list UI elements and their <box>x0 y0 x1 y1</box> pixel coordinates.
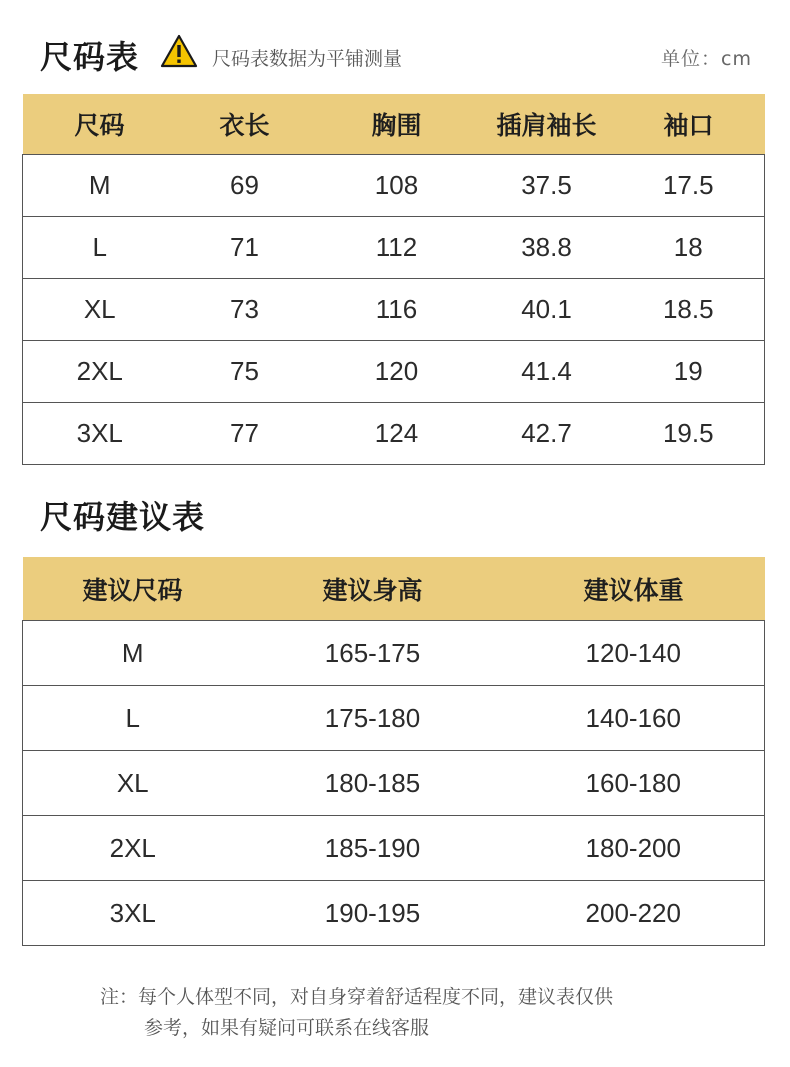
table-cell: XL <box>23 751 243 816</box>
table-cell: 200-220 <box>503 881 765 946</box>
table-cell: 160-180 <box>503 751 765 816</box>
table-row <box>23 155 765 217</box>
table-cell: 180-200 <box>503 816 765 881</box>
table-cell: XL <box>23 279 177 341</box>
table-cell: 112 <box>313 217 481 279</box>
table-cell: 42.7 <box>481 403 613 465</box>
header-size: 尺码 <box>23 94 177 155</box>
table-cell: 73 <box>177 279 313 341</box>
footnote <box>100 982 613 1044</box>
header-rec-height: 建议身高 <box>243 557 503 621</box>
table-row <box>23 816 765 881</box>
table-cell: 17.5 <box>613 155 765 217</box>
table-cell: 75 <box>177 341 313 403</box>
table-cell: L <box>23 217 177 279</box>
header-rec-size: 建议尺码 <box>23 557 243 621</box>
table-cell: L <box>23 686 243 751</box>
table-row <box>23 279 765 341</box>
table-cell: 38.8 <box>481 217 613 279</box>
header-sleeve: 插肩袖长 <box>481 94 613 155</box>
recommend-chart-title: 尺码建议表 <box>40 498 206 536</box>
header-rec-weight: 建议体重 <box>503 557 765 621</box>
unit-label: 单位：cm <box>661 48 752 70</box>
table-cell: 180-185 <box>243 751 503 816</box>
table-cell: 116 <box>313 279 481 341</box>
table-cell: 108 <box>313 155 481 217</box>
table-cell: 120 <box>313 341 481 403</box>
table-row <box>23 621 765 686</box>
header-cuff: 袖口 <box>613 94 765 155</box>
table-cell: 37.5 <box>481 155 613 217</box>
table-cell: 190-195 <box>243 881 503 946</box>
table-cell: 18 <box>613 217 765 279</box>
table-cell: M <box>23 155 177 217</box>
table-cell: 71 <box>177 217 313 279</box>
table-cell: 120-140 <box>503 621 765 686</box>
footnote-line-2: 参考，如果有疑问可联系在线客服 <box>144 1017 430 1039</box>
header-chest: 胸围 <box>313 94 481 155</box>
warning-triangle-icon <box>160 34 198 68</box>
table-cell: 165-175 <box>243 621 503 686</box>
size-chart-title-row <box>40 28 752 78</box>
table-cell: 3XL <box>23 881 243 946</box>
table-cell: 69 <box>177 155 313 217</box>
recommend-header-row <box>23 557 765 621</box>
table-cell: 40.1 <box>481 279 613 341</box>
size-chart-header-row <box>23 94 765 155</box>
table-cell: 185-190 <box>243 816 503 881</box>
table-cell: 3XL <box>23 403 177 465</box>
table-cell: 2XL <box>23 341 177 403</box>
footnote-line-1: 注：每个人体型不同，对自身穿着舒适程度不同，建议表仅供 <box>100 986 614 1008</box>
size-chart-subtitle: 尺码表数据为平铺测量 <box>212 48 403 70</box>
table-row <box>23 403 765 465</box>
table-cell: 140-160 <box>503 686 765 751</box>
table-row <box>23 686 765 751</box>
table-row <box>23 217 765 279</box>
header-length: 衣长 <box>177 94 313 155</box>
table-cell: 124 <box>313 403 481 465</box>
table-row <box>23 341 765 403</box>
table-cell: M <box>23 621 243 686</box>
size-chart-table <box>22 94 765 465</box>
table-cell: 175-180 <box>243 686 503 751</box>
table-cell: 19.5 <box>613 403 765 465</box>
table-cell: 18.5 <box>613 279 765 341</box>
table-cell: 2XL <box>23 816 243 881</box>
table-row <box>23 881 765 946</box>
size-chart-title: 尺码表 <box>40 38 140 76</box>
table-cell: 41.4 <box>481 341 613 403</box>
recommend-chart-table <box>22 557 765 946</box>
table-cell: 19 <box>613 341 765 403</box>
table-cell: 77 <box>177 403 313 465</box>
table-row <box>23 751 765 816</box>
